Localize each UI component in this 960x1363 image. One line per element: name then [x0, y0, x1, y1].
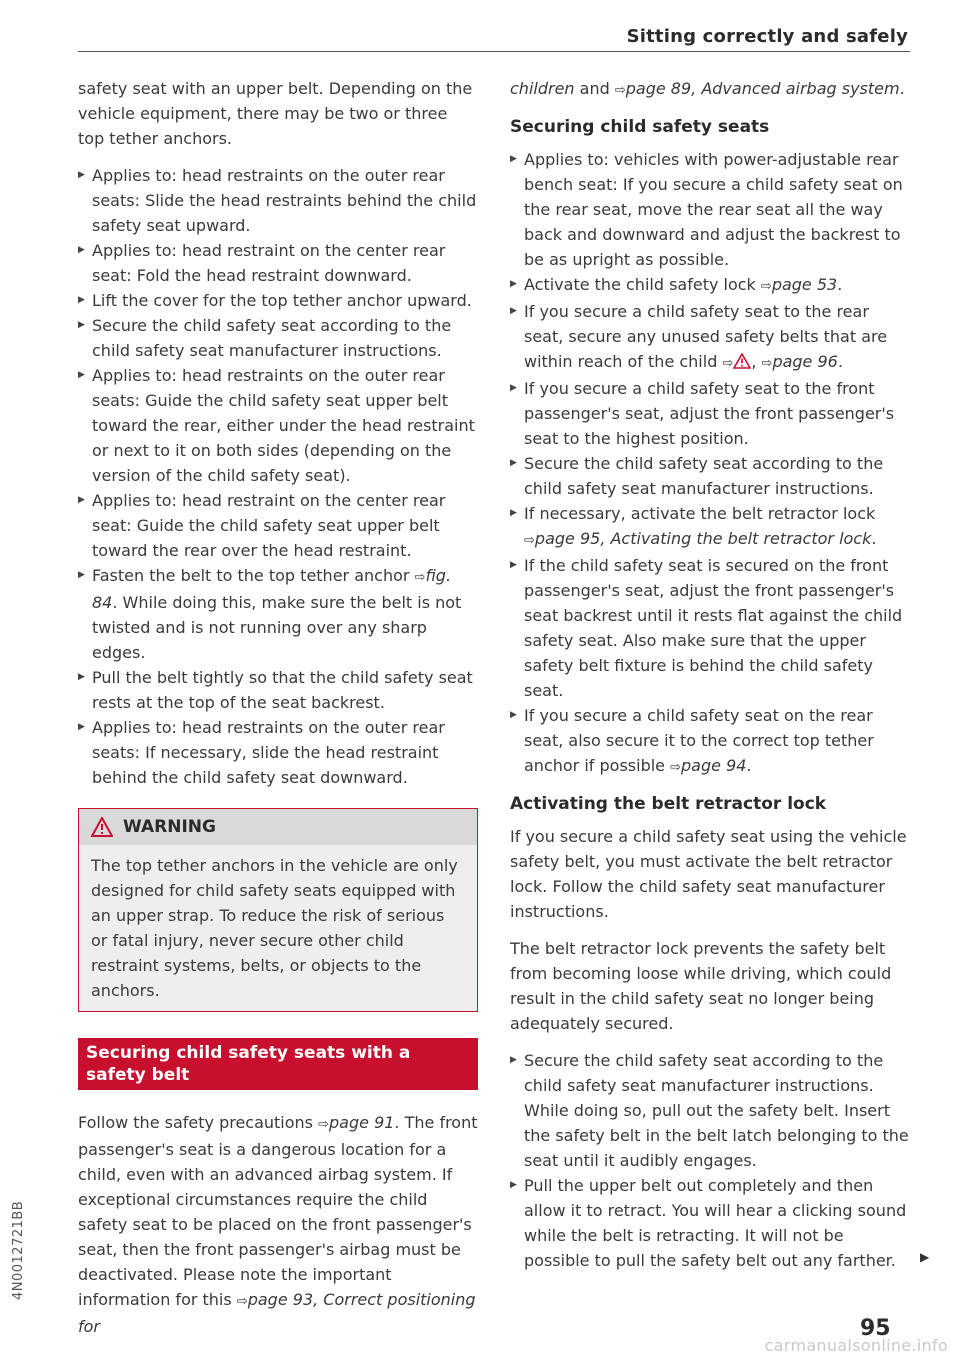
reference-arrow-icon: ⇨	[722, 356, 734, 371]
list-item: ▶ Secure the child safety seat according to the child safety seat manufacturer instructions. While doing so, pull out the safety belt. Insert the safety belt in the belt latch belonging to the seat until it audibly engages.	[510, 1048, 910, 1173]
list-item: ▶ Applies to: head restraint on the center rear seat: Fold the head restraint downward.	[78, 238, 478, 288]
intro-paragraph: safety seat with an upper belt. Depending on the vehicle equipment, there may be two or three top tether anchors.	[78, 79, 473, 148]
page-91-link[interactable]: page 91	[329, 1113, 395, 1132]
section-title-banner: Securing child safety seats with a safety belt	[78, 1038, 478, 1090]
document-code: 4N0012721BB	[11, 1200, 26, 1300]
paragraph-text: .	[899, 79, 905, 98]
list-item: ▶ Secure the child safety seat according to the child safety seat manufacturer instructions.	[78, 313, 478, 363]
page-89-link[interactable]: page 89, Advanced airbag system	[625, 79, 900, 98]
warning-header	[79, 809, 477, 845]
page-53-link[interactable]: page 53	[771, 275, 838, 294]
reference-arrow-icon: ⇨	[760, 279, 772, 294]
continuation-paragraph	[510, 76, 910, 103]
tether-steps-list	[78, 163, 478, 790]
watermark: carmanualsonline.info	[764, 1336, 948, 1355]
activating-paragraph-2: The belt retractor lock prevents the safety belt from becoming loose while driving, which could result in the child safety seat no longer being adequately secured.	[510, 939, 892, 1033]
list-item: ▶ Applies to: head restraint on the center rear seat: Guide the child safety seat upper belt toward the rear over the head restraint.	[78, 488, 478, 563]
list-item: ▶ Applies to: head restraints on the outer rear seats: Slide the head restraints behind the child safety seat upward.	[78, 163, 478, 238]
heading-securing-seats: Securing child safety seats	[510, 117, 770, 137]
page-96-link[interactable]: page 96	[772, 352, 838, 371]
right-column	[510, 76, 910, 1285]
paragraph-text: and	[574, 79, 615, 98]
running-header: Sitting correctly and safely	[626, 26, 908, 47]
list-item-text: Activate the child safety lock	[524, 275, 756, 294]
reference-arrow-icon: ⇨	[318, 1117, 330, 1132]
list-item: ▶ Secure the child safety seat according to the child safety seat manufacturer instructions.	[510, 451, 910, 501]
list-item: ▶ If you secure a child safety seat to the front passenger's seat, adjust the front passenger's seat to the highest position.	[510, 376, 910, 451]
header-divider	[78, 51, 910, 52]
securing-steps-list	[510, 147, 910, 780]
list-item: ▶ If the child safety seat is secured on the front passenger's seat, adjust the front passenger's seat backrest until it rests flat against the child safety seat. Also make sure that the upper safety belt fixture is behind the child safety seat.	[510, 553, 910, 703]
reference-arrow-icon: ⇨	[670, 760, 682, 775]
list-item-text: . While doing this, make sure the belt is not twisted and is not running over any sharp edges.	[92, 593, 462, 662]
list-item-text: Fasten the belt to the top tether anchor	[92, 566, 410, 585]
list-item: ▶ If you secure a child safety seat on the rear seat, also secure it to the correct top tether anchor if possible ⇨page 94.	[510, 703, 910, 780]
page-number: 95	[860, 1316, 891, 1341]
warning-title: WARNING	[123, 817, 216, 837]
reference-arrow-icon: ⇨	[236, 1294, 248, 1309]
fig-84-link[interactable]: fig. 84	[92, 566, 452, 612]
list-item: ▶ Activate the child safety lock ⇨page 53.	[510, 272, 910, 299]
list-item: ▶ Pull the upper belt out completely and then allow it to retract. You will hear a clicking sound while the belt is retracting. It will not be possible to pull the safety belt out any farther.	[510, 1173, 910, 1273]
page-94-link[interactable]: page 94	[681, 756, 747, 775]
list-item-text: If necessary, activate the belt retractor lock	[524, 504, 876, 523]
list-item: ▶ Lift the cover for the top tether anchor upward.	[78, 288, 478, 313]
page-93-link[interactable]: page 93, Correct positioning for	[78, 1290, 476, 1336]
list-item	[78, 563, 478, 665]
list-item: ▶ Applies to: vehicles with power-adjustable rear bench seat: If you secure a child safety seat on the rear seat, move the rear seat all the way back and downward and adjust the backrest to be as upright as possible.	[510, 147, 910, 272]
warning-body	[79, 845, 477, 1011]
reference-arrow-icon: ⇨	[414, 570, 426, 585]
list-item-text: If you secure a child safety seat on the rear seat, also secure it to the correct top tether anchor if possible	[524, 706, 874, 775]
reference-arrow-icon: ⇨	[761, 356, 773, 371]
heading-activating-lock: Activating the belt retractor lock	[510, 794, 827, 814]
list-item-text: If you secure a child safety seat to the rear seat, secure any unused safety belts that are within reach of the child	[524, 302, 888, 371]
list-item: ▶ If necessary, activate the belt retractor lock ⇨page 95, Activating the belt retractor lock.	[510, 501, 910, 553]
section-paragraph	[78, 1110, 478, 1339]
list-item: ▶ If you secure a child safety seat to the rear seat, secure any unused safety belts that are within reach of the child ⇨ , ⇨page 96.	[510, 299, 910, 376]
warning-box	[78, 808, 478, 1012]
continue-arrow-icon: ▶	[920, 1250, 930, 1264]
paragraph-text: . The front passenger's seat is a dangerous location for a child, even with an advanced airbag system. If exceptional circumstances require the child safety seat to be placed on the front passenger's seat, then the front passenger's airbag must be deactivated. Please note the important information for this	[78, 1113, 478, 1309]
reference-arrow-icon: ⇨	[614, 83, 626, 98]
left-column	[78, 76, 478, 1339]
warning-triangle-icon[interactable]	[733, 353, 751, 369]
warning-text: The top tether anchors in the vehicle are only designed for child safety seats equipped with an upper strap. To reduce the risk of serious or fatal injury, never secure other child restraint systems, belts, or objects to the anchors.	[91, 856, 458, 1000]
paragraph-text: Follow the safety precautions	[78, 1113, 314, 1132]
list-item: ▶ Applies to: head restraints on the outer rear seats: If necessary, slide the head restraint behind the child safety seat downward.	[78, 715, 478, 790]
activating-paragraph-1: If you secure a child safety seat using the vehicle safety belt, you must activate the belt retractor lock. Follow the child safety seat manufacturer instructions.	[510, 827, 907, 921]
activating-steps-list	[510, 1048, 910, 1273]
list-item: ▶ Pull the belt tightly so that the child safety seat rests at the top of the seat backrest.	[78, 665, 478, 715]
warning-triangle-icon	[91, 817, 113, 837]
list-item: ▶ Applies to: head restraints on the outer rear seats: Guide the child safety seat upper belt toward the rear, either under the head restraint or next to it on both sides (depending on the version of the child safety seat).	[78, 363, 478, 488]
reference-arrow-icon: ⇨	[524, 533, 535, 548]
page-93-link-continued[interactable]: children	[510, 79, 575, 98]
page-95-link[interactable]: page 95, Activating the belt retractor lock	[534, 529, 872, 548]
